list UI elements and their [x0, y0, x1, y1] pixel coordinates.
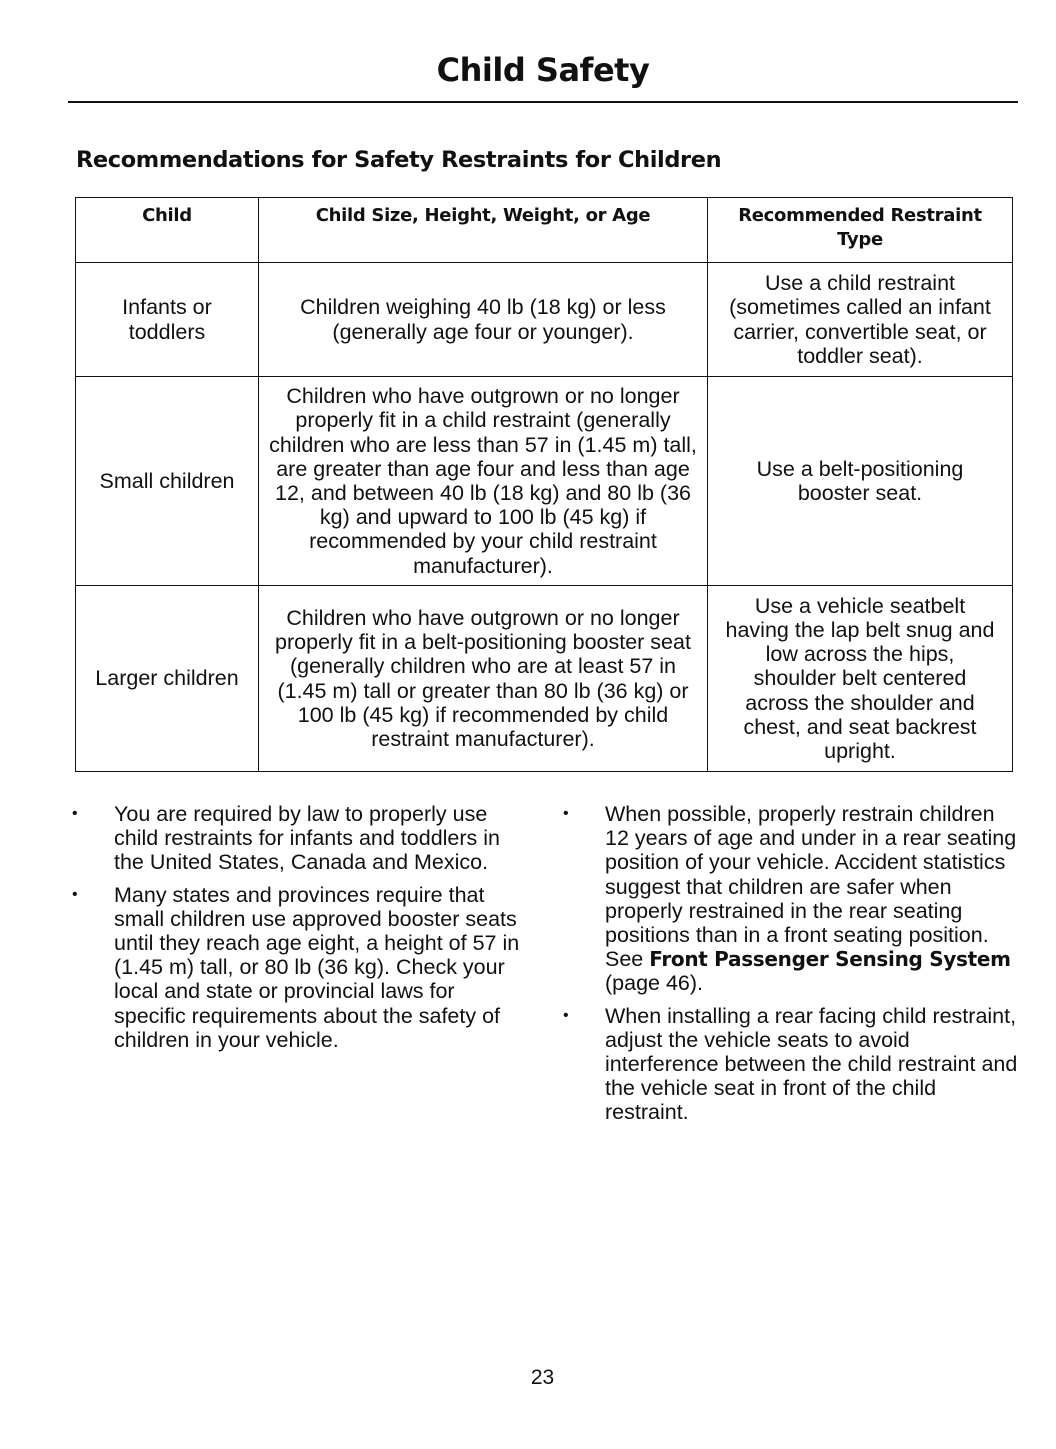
list-item	[563, 802, 1018, 996]
cell-size: Children weighing 40 lb (18 kg) or less (generally age four or younger).	[259, 263, 708, 377]
bullet-marker: •	[563, 805, 569, 822]
cell-child: Larger children	[76, 586, 259, 772]
title-divider	[68, 101, 1018, 103]
section-heading: Recommendations for Safety Restraints for Children	[76, 147, 722, 173]
cell-recommended: Use a vehicle seatbelt having the lap belt snug and low across the hips, shoulder belt centered across the shoulder and chest, and seat backrest upright.	[708, 586, 1013, 772]
restraint-recommendations-table	[75, 197, 1013, 772]
table-row	[76, 377, 1013, 586]
cell-size: Children who have outgrown or no longer properly fit in a child restraint (generally children who are less than 57 in (1.45 m) tall, are greater than age four and less than age 12, and between 40 lb (18 kg) and 80 lb (36 kg) and upward to 100 lb (45 kg) if recommended by your child restraint manufacturer).	[259, 377, 708, 586]
bullet-marker: •	[72, 805, 78, 822]
cell-recommended: Use a child restraint (sometimes called an infant carrier, convertible seat, or toddler seat).	[708, 263, 1013, 377]
bullet-text: Many states and provinces require that small children use approved booster seats until they reach age eight, a height of 57 in (1.45 m) tall, or 80 lb (36 kg). Check your local and state or provincial laws for specific requirements about the safety of children in your vehicle.	[114, 882, 520, 1052]
bullet-text: (page 46).	[605, 971, 704, 996]
cell-child: Small children	[76, 377, 259, 586]
table-header-row	[76, 198, 1013, 263]
page-number: 23	[530, 1366, 555, 1389]
list-item	[72, 883, 532, 1052]
page-title: Child Safety	[436, 51, 650, 89]
cell-recommended: Use a belt-positioning booster seat.	[708, 377, 1013, 586]
bullet-text: When installing a rear facing child restraint, adjust the vehicle seats to avoid interference between the child restraint and the vehicle seat in front of the child restraint.	[605, 1003, 1018, 1125]
bullet-marker: •	[72, 885, 78, 903]
header-child: Child	[76, 198, 259, 263]
bullet-list-left	[72, 802, 532, 1060]
bullet-marker: •	[563, 1006, 569, 1024]
header-child-size: Child Size, Height, Weight, or Age	[259, 198, 708, 263]
table-row	[76, 586, 1013, 772]
header-recommended-restraint: Recommended Restraint Type	[708, 198, 1013, 263]
cell-child: Infants or toddlers	[76, 263, 259, 377]
table-row	[76, 263, 1013, 377]
list-item	[72, 802, 532, 875]
bullet-list-right	[563, 802, 1018, 1133]
cell-size: Children who have outgrown or no longer properly fit in a belt-positioning booster seat (generally children who are at least 57 in (1.45 m) tall or greater than 80 lb (36 kg) or 100 lb (45 kg) if recommended by child restraint manufacturer).	[259, 586, 708, 772]
cross-reference-link[interactable]: Front Passenger Sensing System	[649, 947, 1011, 972]
bullet-text: When possible, properly restrain children 12 years of age and under in a rear seating position of your vehicle. Accident statistics suggest that children are safer when properly restrained in the rear seating positions than in a front seating position. See	[605, 802, 1017, 972]
bullet-text: You are required by law to properly use child restraints for infants and toddlers in the United States, Canada and Mexico.	[114, 802, 501, 875]
list-item	[563, 1004, 1018, 1125]
